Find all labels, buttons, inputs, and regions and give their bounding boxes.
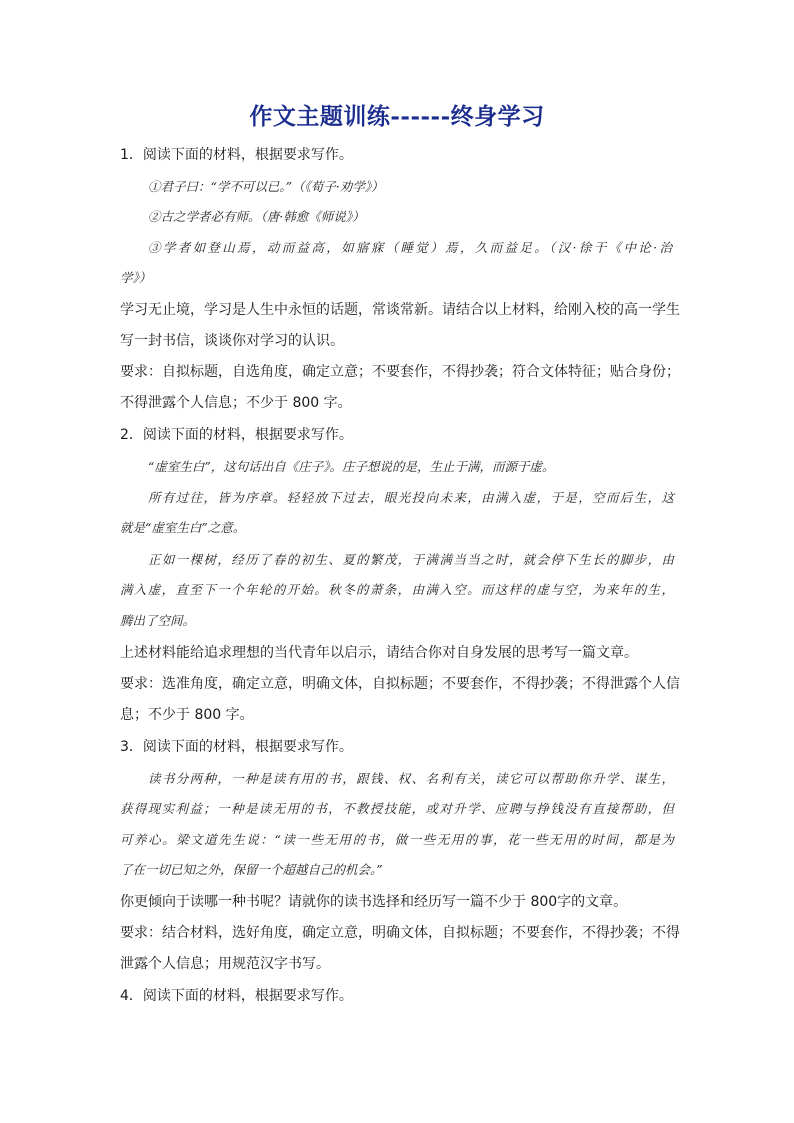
q2-heading: 2．阅读下面的材料，根据要求写作。 bbox=[120, 427, 353, 443]
q2-material-3-line2: 满入虚，直至下一个年轮的开始。秋冬的萧条，由满入空。而这样的虚与空，为来年的生， bbox=[120, 582, 674, 597]
q3-material-line2: 获得现实利益；一种是读无用的书，不教授技能，或对升学、应聘与挣钱没有直接帮助，但 bbox=[120, 801, 674, 816]
q2-requirement-line2: 息；不少于 800 字。 bbox=[120, 707, 254, 723]
q1-material-3-line1: ③学者如登山焉，动而益高，如寤寐（睡觉）焉，久而益足。（汉·徐干《中论·治 bbox=[148, 240, 672, 255]
q3-requirement-line2: 泄露个人信息；用规范汉字书写。 bbox=[120, 956, 330, 972]
q1-prompt-line2: 写一封书信，谈谈你对学习的认识。 bbox=[120, 333, 344, 349]
q1-material-3-line2: 学》） bbox=[120, 270, 152, 285]
q4-heading: 4．阅读下面的材料，根据要求写作。 bbox=[120, 988, 353, 1004]
q3-material-line3: 可养心。梁文道先生说：“读一些无用的书，做一些无用的事，花一些无用的时间，都是为 bbox=[120, 832, 674, 847]
q3-requirement-line1: 要求：结合材料，选好角度，确定立意，明确文体，自拟标题；不要套作，不得抄袭；不得 bbox=[120, 925, 680, 941]
q3-material-line4: 了在一切已知之外，保留一个超越自己的机会。” bbox=[120, 862, 383, 877]
q1-heading: 1．阅读下面的材料，根据要求写作。 bbox=[120, 147, 353, 163]
document-title: 作文主题训练------终身学习 bbox=[249, 103, 545, 130]
q3-prompt: 你更倾向于读哪一种书呢？请就你的读书选择和经历写一篇不少于 800字的文章。 bbox=[120, 894, 628, 910]
q2-prompt: 上述材料能给追求理想的当代青年以启示，请结合你对自身发展的思考写一篇文章。 bbox=[120, 645, 638, 661]
q2-material-3-line3: 腾出了空间。 bbox=[120, 613, 196, 628]
q2-requirement-line1: 要求：选准角度，确定立意，明确文体，自拟标题；不要套作，不得抄袭；不得泄露个人信 bbox=[120, 676, 680, 692]
q1-material-2: ②古之学者必有师。（唐·韩愈《师说》） bbox=[148, 209, 365, 224]
q1-requirement-line2: 不得泄露个人信息；不少于 800 字。 bbox=[120, 395, 352, 411]
q2-material-2-line1: 所有过往，皆为序章。轻轻放下过去，眼光投向未来，由满入虚，于是，空而后生，这 bbox=[148, 490, 674, 505]
q3-material-line1: 读书分两种，一种是读有用的书，跟钱、权、名利有关，读它可以帮助你升学、谋生， bbox=[148, 771, 674, 786]
q2-material-1: “虚室生白”，这句话出自《庄子》。庄子想说的是，生止于满，而源于虚。 bbox=[148, 459, 555, 474]
q3-heading: 3．阅读下面的材料，根据要求写作。 bbox=[120, 739, 353, 755]
q1-requirement-line1: 要求：自拟标题，自选角度，确定立意；不要套作，不得抄袭；符合文体特征；贴合身份； bbox=[120, 364, 680, 380]
q1-material-1: ①君子曰：“学不可以已。”（《荀子·劝学》） bbox=[148, 179, 384, 194]
q2-material-2-line2: 就是“虚室生白”之意。 bbox=[120, 520, 246, 535]
q2-material-3-line1: 正如一棵树，经历了春的初生、夏的繁茂，于满满当当之时，就会停下生长的脚步，由 bbox=[148, 552, 674, 567]
q1-prompt-line1: 学习无止境，学习是人生中永恒的话题，常谈常新。请结合以上材料，给刚入校的高一学生 bbox=[120, 302, 680, 318]
